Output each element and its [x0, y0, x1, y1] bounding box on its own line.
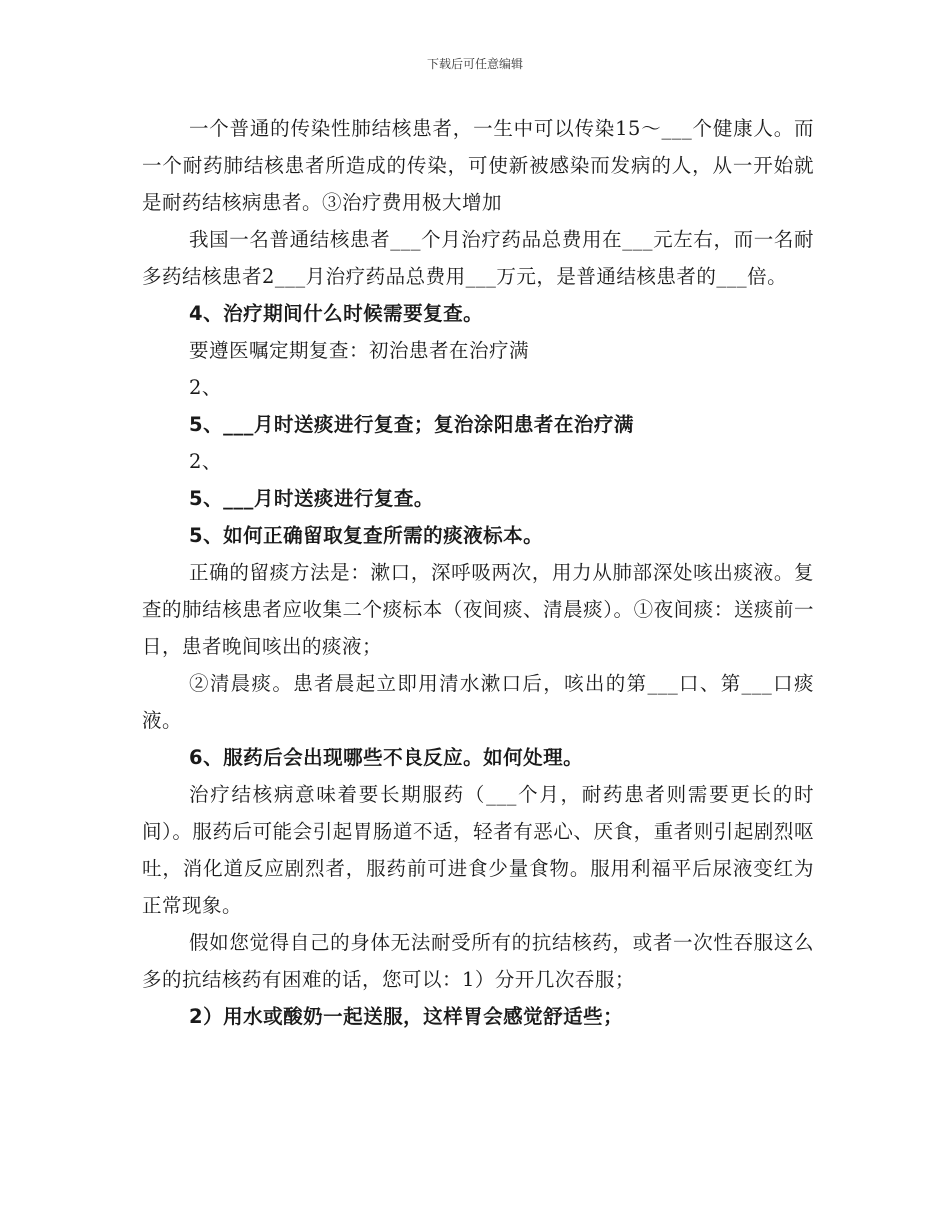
section-heading-5: 5、如何正确留取复查所需的痰液标本。 [189, 524, 544, 547]
paragraph-4: 2、 [189, 376, 222, 399]
paragraph-7: 5、___月时送痰进行复查。 [189, 487, 434, 510]
paragraph-12: 2）用水或酸奶一起送服，这样胃会感觉舒适些； [189, 1005, 624, 1028]
paragraph-6: 2、 [189, 450, 222, 473]
section-heading-6: 6、服药后会出现哪些不良反应。如何处理。 [189, 746, 584, 769]
paragraph-10: 治疗结核病意味着要长期服药（___个月，耐药患者则需要更长的时间）。服药后可能会引起胃肠道不适，轻者有恶心、厌食，重者则引起剧烈呕吐，消化道反应剧烈者，服药前可进食少量食物。服用利福平后尿液变红为正常现象。 [142, 783, 814, 917]
section-heading-4: 4、治疗期间什么时候需要复查。 [189, 302, 484, 325]
paragraph-8: 正确的留痰方法是：漱口，深呼吸两次，用力从肺部深处咳出痰液。复查的肺结核患者应收集二个痰标本（夜间痰、清晨痰）。①夜间痰：送痰前一日，患者晚间咳出的痰液； [142, 561, 814, 658]
paragraph-5: 5、___月时送痰进行复查；复治涂阳患者在治疗满 [189, 413, 634, 436]
paragraph-11: 假如您觉得自己的身体无法耐受所有的抗结核药，或者一次性吞服这么多的抗结核药有困难的话，您可以：1）分开几次吞服； [142, 931, 814, 991]
paragraph-9: ②清晨痰。患者晨起立即用清水漱口后，咳出的第___口、第___口痰液。 [142, 672, 814, 732]
page-header: 下载后可任意编辑 [426, 57, 523, 71]
paragraph-3: 要遵医嘱定期复查：初治患者在治疗满 [189, 339, 530, 362]
paragraph-2: 我国一名普通结核患者___个月治疗药品总费用在___元左右，而一名耐多药结核患者2___月治疗药品总费用___万元，是普通结核患者的___倍。 [142, 228, 814, 288]
paragraph-1: 一个普通的传染性肺结核患者，一生中可以传染15～___个健康人。而一个耐药肺结核患者所造成的传染，可使新被感染而发病的人，从一开始就是耐药结核病患者。③治疗费用极大增加 [142, 117, 814, 214]
document-body [142, 110, 814, 1035]
